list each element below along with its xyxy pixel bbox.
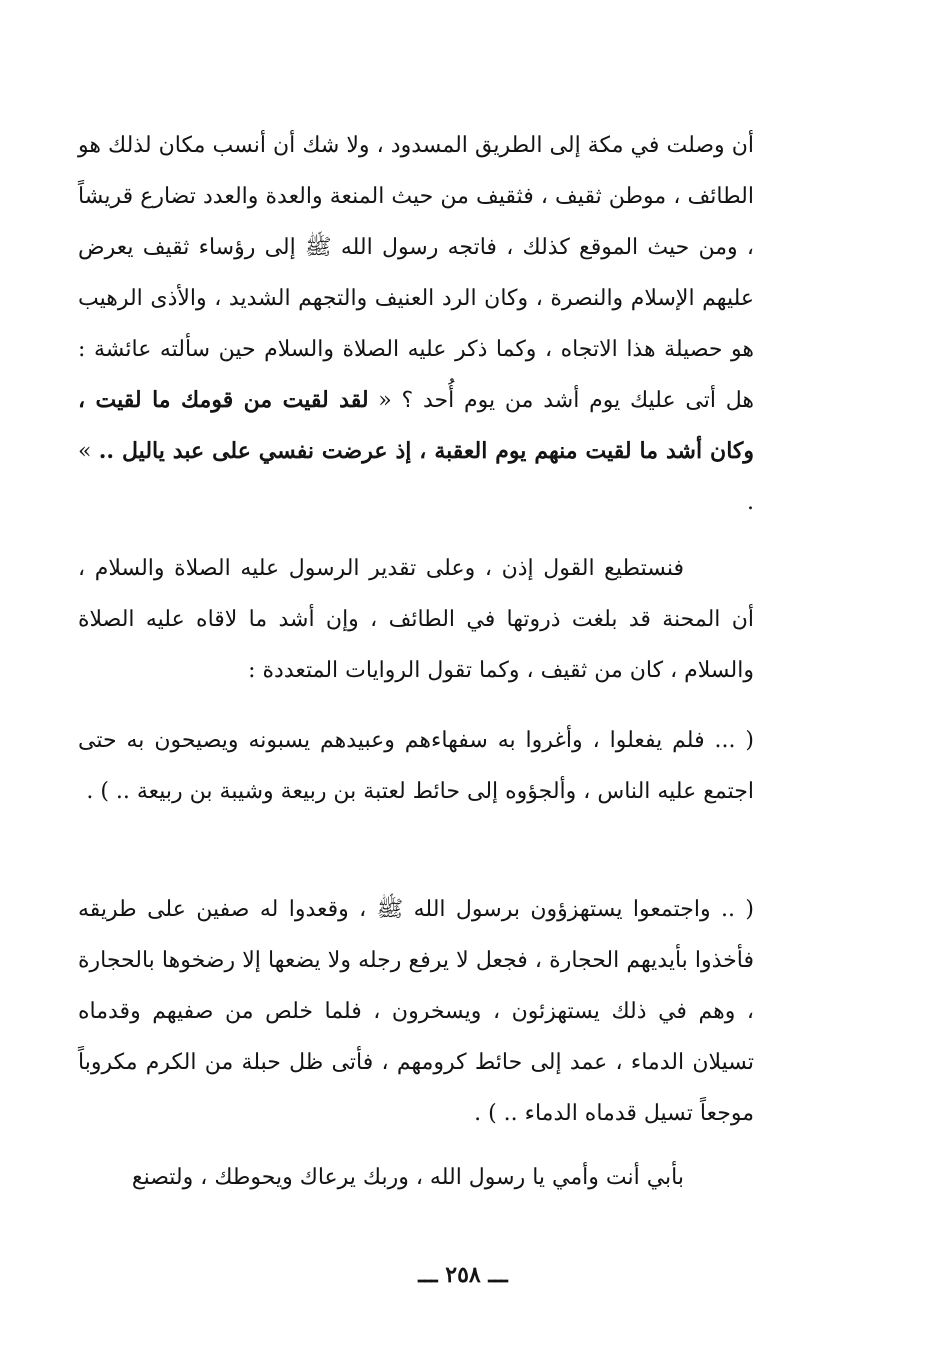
quote-paragraph-2: ( .. واجتمعوا يستهزؤون برسول الله ﷺ ، وقعدوا له صفين على طريقه فأخذوا بأيديهم الحجارة ، فجعل لا يرفع رجله ولا يضعها إلا رضخوها بالحجارة ، وهم في ذلك يستهزئون ، ويسخرون ، فلما خلص من صفيهم وقدماه تسيلان الدماء ، عمد إلى حائط كرومهم ، فأتى ظل حبلة من الكرم مكروباً موجعاً تسيل قدماه الدماء .. ) . <box>78 897 754 1126</box>
paragraph-1-text-end: » . <box>78 439 754 515</box>
quote-paragraph-1: ( ... فلم يفعلوا ، وأغروا به سفهاءهم وعبيدهم يسبونه ويصيحون به حتى اجتمع عليه الناس ، وألجؤوه إلى حائط لعتبة بن ربيعة وشيبة بن ربيعة .. ) . <box>78 728 754 804</box>
paragraph-1-bold-quote: لقد لقيت من قومك ما لقيت ، وكان أشد ما لقيت منهم يوم العقبة ، إذ عرضت نفسي على عبد ياليل .. <box>78 387 754 464</box>
page-number: ـــ ٢٥٨ ـــ <box>418 1262 508 1288</box>
paragraph-1-text-start: أن وصلت في مكة إلى الطريق المسدود ، ولا شك أن أنسب مكان لذلك هو الطائف ، موطن ثقيف ، فثقيف من حيث المنعة والعدة والعدد تضارع قريشاً ، ومن حيث الموقع كذلك ، فاتجه رسول الله ﷺ إلى رؤساء ثقيف يعرض عليهم الإسلام والنصرة ، وكان الرد العنيف والتجهم الشديد ، والأذى الرهيب هو حصيلة هذا الاتجاه ، وكما ذكر عليه الصلاة والسلام حين سألته عائشة : هل أتى عليك يوم أشد من يوم أُحد ؟ « <box>78 133 754 413</box>
paragraph-1 <box>78 120 754 528</box>
paragraph-2: فنستطيع القول إذن ، وعلى تقدير الرسول عليه الصلاة والسلام ، أن المحنة قد بلغت ذروتها في الطائف ، وإن أشد ما لاقاه عليه الصلاة والسلام ، كان من ثقيف ، وكما تقول الروايات المتعددة : <box>78 556 754 683</box>
paragraph-5: بأبي أنت وأمي يا رسول الله ، وربك يرعاك ويحوطك ، ولتصنع <box>131 1165 684 1190</box>
